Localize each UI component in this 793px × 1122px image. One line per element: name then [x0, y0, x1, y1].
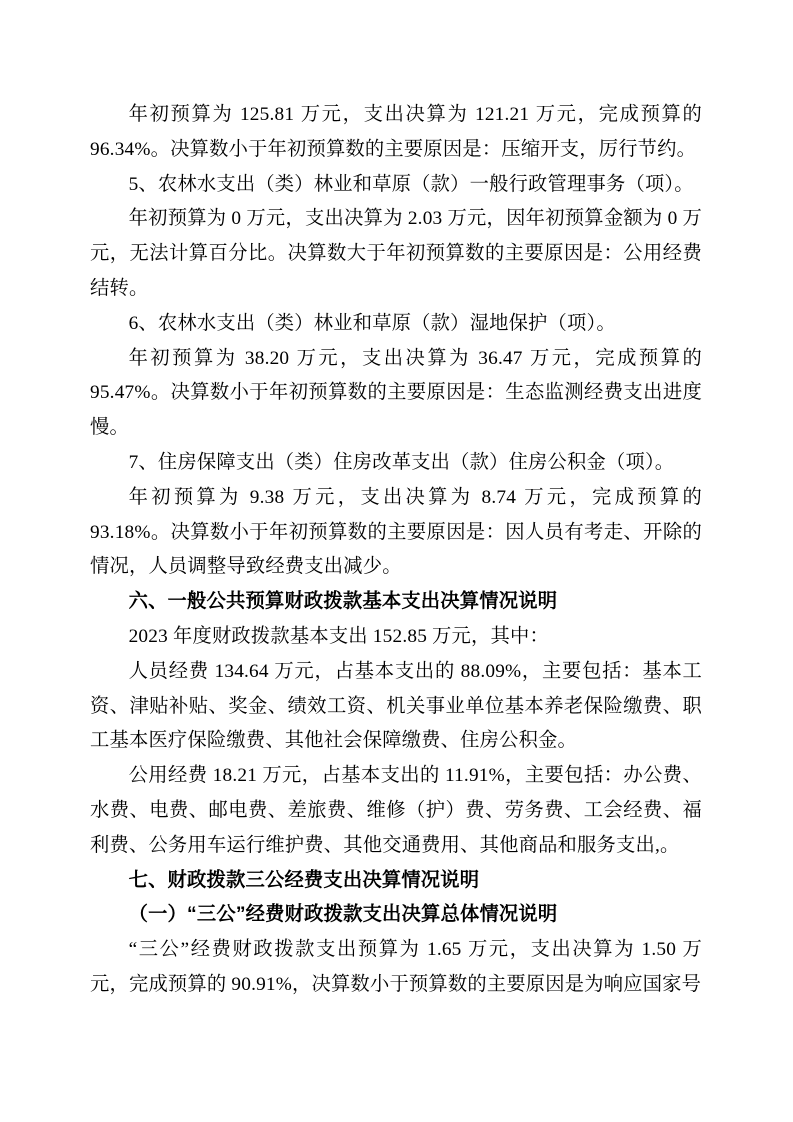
paragraph-item7-title: 7、住房保障支出（类）住房改革支出（款）住房公积金（项）。	[128, 451, 675, 473]
paragraph-item6-budget-detail: 年初预算为 38.20 万元，支出决算为 36.47 万元，完成预算的 95.47%。决算数小于年初预算数的主要原因是：生态监测经费支出进度慢。	[90, 347, 702, 439]
paragraph-item7-budget-detail: 年初预算为 9.38 万元，支出决算为 8.74 万元，完成预算的 93.18%。决算数小于年初预算数的主要原因是：因人员有考走、开除的情况，人员调整导致经费支出减少。	[90, 486, 702, 578]
paragraph-item5-budget-detail: 年初预算为 0 万元，支出决算为 2.03 万元，因年初预算金额为 0 万元，无法计算百分比。决算数大于年初预算数的主要原因是：公用经费结转。	[90, 208, 702, 299]
subsection-7-1-heading: （一）“三公”经费财政拨款支出决算总体情况说明	[128, 904, 558, 926]
paragraph-public-expense: 公用经费 18.21 万元，占基本支出的 11.91%，主要包括：办公费、水费、电费、邮电费、差旅费、维修（护）费、劳务费、工会经费、福利费、公务用车运行维护费、其他交通费用、其他商品和服务支出,。	[90, 765, 702, 856]
paragraph-item5-title: 5、农林水支出（类）林业和草原（款）一般行政管理事务（项）。	[128, 173, 694, 195]
paragraph-three-public-overview: “三公”经费财政拨款支出预算为 1.65 万元，支出决算为 1.50 万元，完成预算的 90.91%，决算数小于预算数的主要原因是为响应国家号	[90, 939, 702, 995]
section-6-heading: 六、一般公共预算财政拨款基本支出决算情况说明	[128, 591, 558, 613]
paragraph-item6-title: 6、农林水支出（类）林业和草原（款）湿地保护（项）。	[128, 312, 616, 334]
section-7-heading: 七、财政拨款三公经费支出决算情况说明	[128, 869, 480, 891]
paragraph-basic-expenditure-total: 2023 年度财政拨款基本支出 152.85 万元，其中：	[128, 625, 549, 647]
paragraph-item4-budget-detail: 年初预算为 125.81 万元，支出决算为 121.21 万元，完成预算的 96.34%。决算数小于年初预算数的主要原因是：压缩开支，厉行节约。	[90, 104, 702, 160]
paragraph-personnel-expense: 人员经费 134.64 万元，占基本支出的 88.09%，主要包括：基本工资、津贴补贴、奖金、绩效工资、机关事业单位基本养老保险缴费、职工基本医疗保险缴费、其他社会保障缴费、住房公积金。	[90, 660, 702, 752]
